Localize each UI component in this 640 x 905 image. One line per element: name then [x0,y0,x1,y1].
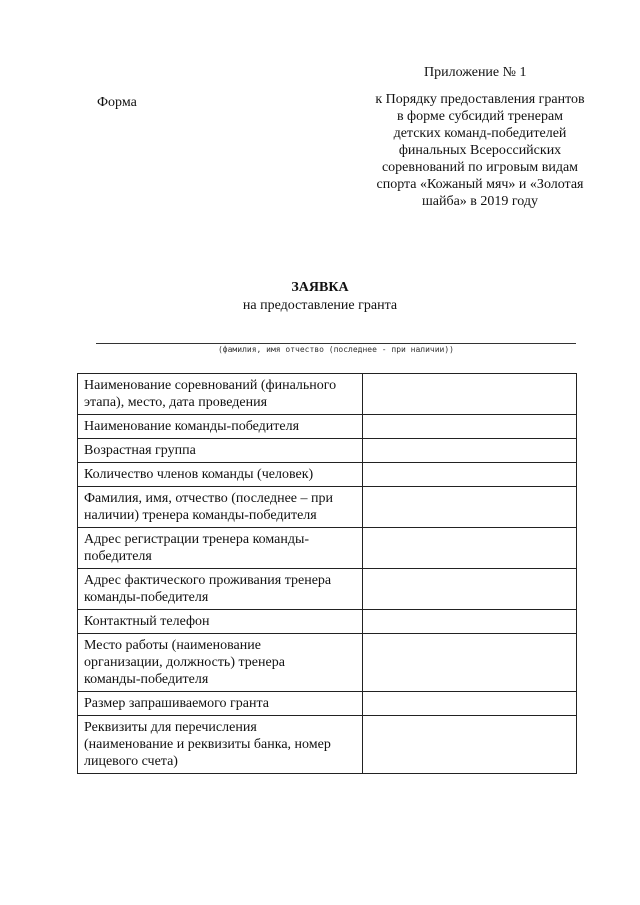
table-row [78,439,577,463]
appendix-line: спорта «Кожаный мяч» и «Золотая [376,177,584,192]
row-label-line: команды-победителя [84,590,209,605]
row-value-cell[interactable] [363,374,577,415]
table-row [78,415,577,439]
table-row [78,528,577,569]
row-label-line: Адрес регистрации тренера команды- [84,532,310,547]
table-row [78,374,577,415]
appendix-line: финальных Всероссийских [398,143,562,158]
row-label-line: Место работы (наименование [84,638,261,653]
table-row [78,716,577,774]
row-label-line: организации, должность) тренера [84,655,285,670]
row-label [78,374,363,415]
appendix-reference [360,91,600,210]
row-label [78,463,363,487]
application-table [77,373,577,774]
appendix-title: Приложение № 1 [424,65,527,80]
row-label [78,692,363,716]
row-value-cell[interactable] [363,463,577,487]
table-row [78,463,577,487]
row-label-line: Размер запрашиваемого гранта [84,696,270,711]
row-label-line: Наименование команды-победителя [84,419,300,434]
row-label-line: этапа), место, дата проведения [84,395,268,410]
row-label [78,569,363,610]
row-label-line: Возрастная группа [84,443,196,458]
row-value-cell[interactable] [363,692,577,716]
row-value-cell[interactable] [363,569,577,610]
appendix-line: детских команд-победителей [393,126,567,141]
row-label-line: Количество членов команды (человек) [84,467,314,482]
applicant-name-caption: (фамилия, имя отчество (последнее - при наличии)) [217,345,454,354]
row-value-cell[interactable] [363,487,577,528]
row-label-line: (наименование и реквизиты банка, номер [84,737,331,752]
table-row [78,692,577,716]
table-row [78,634,577,692]
row-value-cell[interactable] [363,610,577,634]
table-row [78,610,577,634]
row-label-line: Наименование соревнований (финального [84,378,337,393]
table-row [78,487,577,528]
row-label [78,415,363,439]
row-label-line: наличии) тренера команды-победителя [84,508,317,523]
form-label: Форма [97,95,137,110]
row-label-line: Фамилия, имя, отчество (последнее – при [84,491,333,506]
row-label [78,610,363,634]
row-value-cell[interactable] [363,528,577,569]
row-label-line: команды-победителя [84,672,209,687]
row-label [78,716,363,774]
applicant-name-line[interactable] [96,343,576,344]
appendix-line: соревнований по игровым видам [381,160,579,175]
row-label [78,487,363,528]
row-label-line: Адрес фактического проживания тренера [84,573,332,588]
appendix-line: в форме субсидий тренерам [396,109,564,124]
document-subtitle: на предоставление гранта [242,298,398,313]
row-value-cell[interactable] [363,439,577,463]
row-label [78,439,363,463]
document-title: ЗАЯВКА [291,280,349,295]
appendix-line: шайба» в 2019 году [421,194,539,209]
row-label-line: Контактный телефон [84,614,210,629]
row-label-line: Реквизиты для перечисления [84,720,257,735]
row-label-line: лицевого счета) [84,754,178,769]
row-label [78,528,363,569]
row-value-cell[interactable] [363,634,577,692]
appendix-line: к Порядку предоставления грантов [375,92,585,107]
row-label-line: победителя [84,549,152,564]
row-label [78,634,363,692]
row-value-cell[interactable] [363,415,577,439]
row-value-cell[interactable] [363,716,577,774]
table-row [78,569,577,610]
